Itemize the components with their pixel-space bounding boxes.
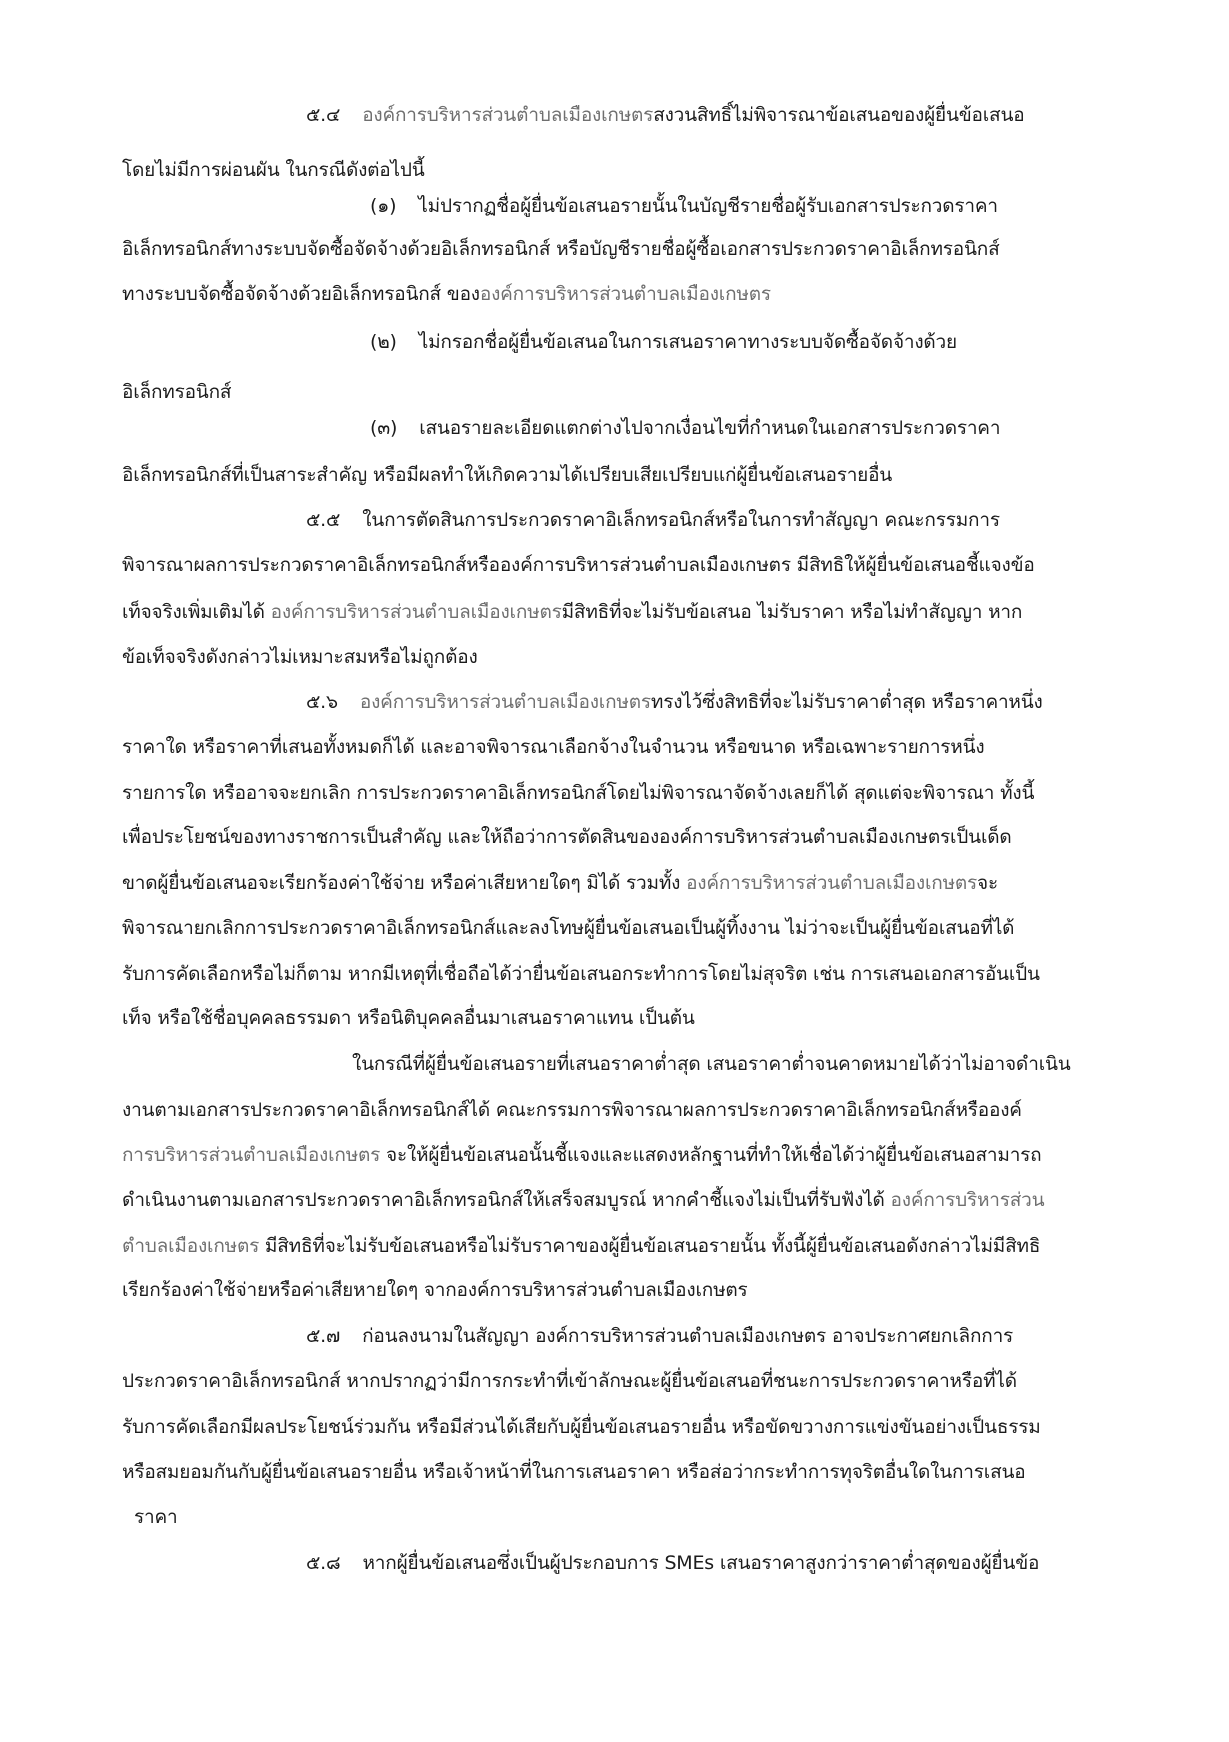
- text: ทางระบบจัดซื้อจัดจ้างด้วยอิเล็กทรอนิกส์ ของ: [122, 283, 480, 305]
- section-5-4-line-1: [306, 101, 1024, 129]
- section-5-6-line-7: รับการคัดเลือกหรือไม่ก็ตาม หากมีเหตุที่เชื่อถือได้ว่ายื่นข้อเสนอกระทำการโดยไม่สุจริต เช่น การเสนอเอกสารอันเป็น: [122, 963, 1040, 985]
- item-1-line-1: [370, 192, 998, 220]
- org-name: การบริหารส่วนตำบลเมืองเกษตร: [122, 1144, 381, 1166]
- org-name: องค์การบริหารส่วนตำบลเมืองเกษตร: [362, 104, 654, 126]
- section-number: ๕.๗: [306, 1325, 341, 1347]
- section-number: ๕.๔: [306, 104, 341, 126]
- text: จะ: [977, 872, 998, 894]
- section-5-7-line-5: ราคา: [134, 1506, 178, 1528]
- text: หากผู้ยื่นข้อเสนอซึ่งเป็นผู้ประกอบการ SMEs เสนอราคาสูงกว่าราคาต่ำสุดของผู้ยื่นข้อ: [362, 1552, 1040, 1574]
- text: เสนอรายละเอียดแตกต่างไปจากเงื่อนไขที่กำหนดในเอกสารประกวดราคา: [419, 417, 1001, 439]
- section-5-5-line-4: ข้อเท็จจริงดังกล่าวไม่เหมาะสมหรือไม่ถูกต้อง: [122, 646, 478, 668]
- section-5-5-line-2: [122, 551, 1035, 579]
- org-name: องค์การบริหารส่วนตำบลเมืองเกษตร: [479, 283, 771, 305]
- text: พิจารณาผลการประกวดราคาอิเล็กทรอนิกส์หรือ: [122, 554, 500, 576]
- item-number: (๑): [370, 195, 397, 217]
- item-2-line-2: อิเล็กทรอนิกส์: [122, 381, 232, 403]
- section-5-7-line-2: ประกวดราคาอิเล็กทรอนิกส์ หากปรากฏว่ามีการกระทำที่เข้าลักษณะผู้ยื่นข้อเสนอที่ชนะการประกวดราคาหรือที่ได้: [122, 1370, 1017, 1392]
- org-name: องค์การบริหารส่วนตำบลเมืองเกษตร: [270, 601, 562, 623]
- text: มีสิทธิที่จะไม่รับข้อเสนอ ไม่รับราคา หรือไม่ทำสัญญา หาก: [561, 601, 1023, 623]
- section-5-7-line-3: รับการคัดเลือกมีผลประโยชน์ร่วมกัน หรือมีส่วนได้เสียกับผู้ยื่นข้อเสนอรายอื่น หรือขัดขวางการแข่งขันอย่างเป็นธรรม: [122, 1416, 1041, 1438]
- section-5-4-line-2: โดยไม่มีการผ่อนผัน ในกรณีดังต่อไปนี้: [122, 159, 425, 181]
- org-name: องค์การบริหารส่วนตำบลเมืองเกษตร: [659, 826, 951, 848]
- org-name: องค์การบริหารส่วนตำบลเมืองเกษตร: [359, 691, 651, 713]
- item-number: (๓): [370, 417, 398, 439]
- section-number: ๕.๖: [306, 691, 338, 713]
- section-5-6-para-2-line-3: [122, 1141, 1041, 1169]
- item-number: (๒): [370, 331, 397, 353]
- item-2-line-1: [370, 328, 957, 356]
- text: เป็นเด็ด: [950, 826, 1012, 848]
- section-5-7-line-4: หรือสมยอมกันกับผู้ยื่นข้อเสนอรายอื่น หรือเจ้าหน้าที่ในการเสนอราคา หรือส่อว่ากระทำการทุจริตอื่นใดในการเสนอ: [122, 1461, 1026, 1483]
- text: สงวนสิทธิ์ไม่พิจารณาข้อเสนอของผู้ยื่นข้อเสนอ: [653, 104, 1025, 126]
- section-number: ๕.๕: [306, 509, 341, 531]
- text: ไม่กรอกชื่อผู้ยื่นข้อเสนอในการเสนอราคาทางระบบจัดซื้อจัดจ้างด้วย: [418, 331, 957, 353]
- item-3-line-1: [370, 414, 1000, 442]
- text: จะให้ผู้ยื่นข้อเสนอนั้นชี้แจงและแสดงหลักฐานที่ทำให้เชื่อได้ว่าผู้ยื่นข้อเสนอสามารถ: [380, 1144, 1042, 1166]
- section-5-6-para-2-line-5: [122, 1232, 1040, 1260]
- item-1-line-2: อิเล็กทรอนิกส์ทางระบบจัดซื้อจัดจ้างด้วยอิเล็กทรอนิกส์ หรือบัญชีรายชื่อผู้ซื้อเอกสารประกวดราคาอิเล็กทรอนิกส์: [122, 238, 1000, 260]
- item-3-line-2: อิเล็กทรอนิกส์ที่เป็นสาระสำคัญ หรือมีผลทำให้เกิดความได้เปรียบเสียเปรียบแก่ผู้ยื่นข้อเสนอรายอื่น: [122, 464, 893, 486]
- section-5-5-line-1: [306, 506, 1000, 534]
- section-5-6-para-2-line-6: เรียกร้องค่าใช้จ่ายหรือค่าเสียหายใดๆ จากองค์การบริหารส่วนตำบลเมืองเกษตร: [122, 1279, 748, 1301]
- text: ขาดผู้ยื่นข้อเสนอจะเรียกร้องค่าใช้จ่าย หรือค่าเสียหายใดๆ มิได้ รวมทั้ง: [122, 872, 687, 894]
- org-name: ตำบลเมืองเกษตร: [122, 1235, 260, 1257]
- text: ทรงไว้ซึ่งสิทธิที่จะไม่รับราคาต่ำสุด หรือราคาหนึ่ง: [650, 691, 1043, 713]
- text: เท็จจริงเพิ่มเติมได้: [122, 601, 271, 623]
- section-5-6-line-5: [122, 869, 998, 897]
- section-5-6-para-2-line-4: [122, 1186, 1044, 1214]
- section-5-6-line-1: [306, 688, 1043, 716]
- section-5-6-line-3: รายการใด หรืออาจจะยกเลิก การประกวดราคาอิเล็กทรอนิกส์โดยไม่พิจารณาจัดจ้างเลยก็ได้ สุดแต่จะพิจารณา ทั้งนี้: [122, 782, 1035, 804]
- text: ในการตัดสินการประกวดราคาอิเล็กทรอนิกส์หรือในการทำสัญญา คณะกรรมการ: [362, 509, 1000, 531]
- org-name: องค์การบริหารส่วน: [890, 1189, 1045, 1211]
- section-5-6-para-2-line-1: ในกรณีที่ผู้ยื่นข้อเสนอรายที่เสนอราคาต่ำสุด เสนอราคาต่ำจนคาดหมายได้ว่าไม่อาจดำเนิน: [352, 1053, 1071, 1075]
- section-number: ๕.๘: [306, 1552, 341, 1574]
- item-1-line-3: [122, 280, 771, 308]
- text: มีสิทธิที่จะไม่รับข้อเสนอหรือไม่รับราคาของผู้ยื่นข้อเสนอรายนั้น ทั้งนี้ผู้ยื่นข้อเสนอดังกล่าวไม่มีสิทธิ: [259, 1235, 1041, 1257]
- text: ก่อนลงนามในสัญญา องค์การบริหารส่วนตำบลเมืองเกษตร อาจประกาศยกเลิกการ: [362, 1325, 1014, 1347]
- section-5-6-line-2: ราคาใด หรือราคาที่เสนอทั้งหมดก็ได้ และอาจพิจารณาเลือกจ้างในจำนวน หรือขนาด หรือเฉพาะรายการหนึ่ง: [122, 736, 985, 758]
- section-5-6-line-8: เท็จ หรือใช้ชื่อบุคคลธรรมดา หรือนิติบุคคลอื่นมาเสนอราคาแทน เป็นต้น: [122, 1007, 695, 1029]
- text: มีสิทธิให้ผู้ยื่นข้อเสนอชี้แจงข้อ: [790, 554, 1035, 576]
- org-name: องค์การบริหารส่วนตำบลเมืองเกษตร: [686, 872, 978, 894]
- section-5-6-line-4: [122, 823, 1012, 851]
- section-5-6-para-2-line-2: งานตามเอกสารประกวดราคาอิเล็กทรอนิกส์ได้ คณะกรรมการพิจารณาผลการประกวดราคาอิเล็กทรอนิกส์หรือองค์: [122, 1099, 1022, 1121]
- section-5-5-line-3: [122, 598, 1022, 626]
- text: เพื่อประโยชน์ของทางราชการเป็นสำคัญ และให้ถือว่าการตัดสินของ: [122, 826, 660, 848]
- section-5-6-line-6: พิจารณายกเลิกการประกวดราคาอิเล็กทรอนิกส์และลงโทษผู้ยื่นข้อเสนอเป็นผู้ทิ้งงาน ไม่ว่าจะเป็นผู้ยื่นข้อเสนอที่ได้: [122, 917, 1015, 939]
- section-5-8-line-1: [306, 1549, 1039, 1577]
- text: ดำเนินงานตามเอกสารประกวดราคาอิเล็กทรอนิกส์ให้เสร็จสมบูรณ์ หากคำชี้แจงไม่เป็นที่รับฟังได้: [122, 1189, 891, 1211]
- org-name: องค์การบริหารส่วนตำบลเมืองเกษตร: [499, 554, 791, 576]
- section-5-7-line-1: [306, 1322, 1013, 1350]
- text: ไม่ปรากฏชื่อผู้ยื่นข้อเสนอรายนั้นในบัญชีรายชื่อผู้รับเอกสารประกวดราคา: [418, 195, 998, 217]
